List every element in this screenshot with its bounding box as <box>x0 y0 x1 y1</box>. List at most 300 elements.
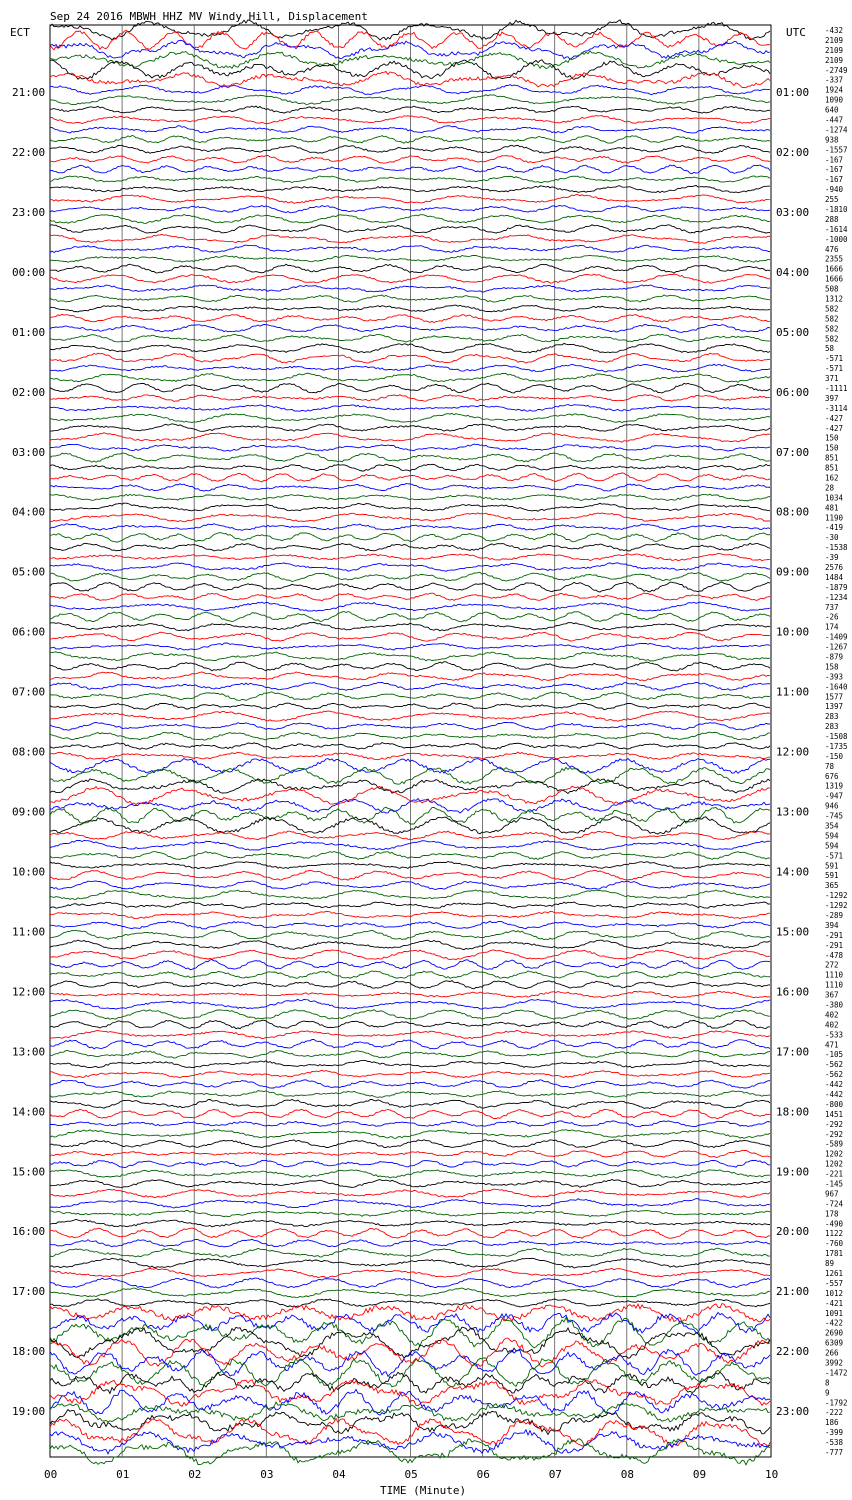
trace-line <box>50 1239 770 1247</box>
left-hour-label: 11:00 <box>12 925 46 939</box>
trace-offset-label: 1484 <box>825 572 844 582</box>
right-hour-label: 05:00 <box>776 325 810 339</box>
trace-line <box>50 960 770 970</box>
trace-offset-label: 582 <box>825 304 839 314</box>
right-hour-label: 22:00 <box>776 1345 810 1359</box>
trace-offset-label: 371 <box>825 374 839 384</box>
trace-offset-labels <box>825 26 848 1457</box>
trace-line <box>50 767 770 784</box>
trace-line <box>50 692 770 701</box>
trace-offset-label: -2749 <box>825 65 848 75</box>
trace-offset-label: -800 <box>825 1099 844 1109</box>
trace-offset-label: 938 <box>825 135 839 145</box>
trace-line <box>50 622 770 631</box>
trace-line <box>50 807 770 824</box>
trace-line <box>50 405 770 412</box>
left-hour-label: 01:00 <box>12 325 46 339</box>
trace-line <box>50 314 770 322</box>
trace-line <box>50 234 770 243</box>
trace-line <box>50 195 770 204</box>
trace-offset-label: -380 <box>825 1000 844 1010</box>
trace-line <box>50 643 770 650</box>
trace-line <box>50 1199 770 1208</box>
right-hour-label: 08:00 <box>776 505 810 519</box>
trace-offset-label: 178 <box>825 1209 839 1219</box>
trace-offset-label: 967 <box>825 1189 839 1199</box>
trace-line <box>50 1278 770 1288</box>
trace-line <box>50 1170 770 1178</box>
trace-offset-label: -393 <box>825 672 844 682</box>
trace-line <box>50 1220 770 1227</box>
x-tick-label: 10 <box>765 1468 779 1481</box>
trace-offset-label: -1614 <box>825 224 848 234</box>
x-tick-label: 01 <box>116 1468 130 1481</box>
trace-line <box>50 911 770 918</box>
trace-offset-label: -589 <box>825 1139 844 1149</box>
trace-line <box>50 759 770 774</box>
x-tick-label: 03 <box>260 1468 274 1481</box>
trace-offset-label: 3992 <box>825 1358 844 1368</box>
trace-offset-label: 255 <box>825 195 839 205</box>
trace-offset-label: -221 <box>825 1169 844 1179</box>
right-hour-label: 04:00 <box>776 265 810 279</box>
traces <box>50 20 770 1465</box>
trace-line <box>50 902 770 909</box>
trace-line <box>50 1372 770 1393</box>
trace-line <box>50 503 770 511</box>
right-hour-label: 02:00 <box>776 145 810 159</box>
trace-offset-label: 288 <box>825 214 839 224</box>
trace-offset-label: -557 <box>825 1278 844 1288</box>
trace-line <box>50 1140 770 1148</box>
trace-offset-label: -442 <box>825 1080 844 1090</box>
right-hour-label: 12:00 <box>776 745 810 759</box>
right-hour-label: 23:00 <box>776 1405 810 1419</box>
trace-line <box>50 722 770 730</box>
trace-offset-label: 1122 <box>825 1229 844 1239</box>
trace-line <box>50 890 770 899</box>
trace-offset-label: -947 <box>825 791 844 801</box>
x-tick-label: 06 <box>476 1468 490 1481</box>
right-hour-label: 14:00 <box>776 865 810 879</box>
trace-line <box>50 373 770 382</box>
right-hour-label: 03:00 <box>776 205 810 219</box>
trace-line <box>50 1130 770 1139</box>
trace-offset-label: 89 <box>825 1259 835 1269</box>
x-tick-label: 00 <box>44 1468 58 1481</box>
trace-offset-label: -571 <box>825 851 844 861</box>
left-hour-label: 04:00 <box>12 505 46 519</box>
trace-offset-label: -292 <box>825 1129 844 1139</box>
trace-offset-label: -427 <box>825 423 844 433</box>
trace-offset-label: 640 <box>825 105 839 115</box>
trace-offset-label: -538 <box>825 1438 844 1448</box>
trace-line <box>50 732 770 740</box>
trace-offset-label: 582 <box>825 324 839 334</box>
trace-line <box>50 1160 770 1167</box>
right-hour-label: 10:00 <box>776 625 810 639</box>
trace-offset-label: 1577 <box>825 692 844 702</box>
trace-offset-label: -105 <box>825 1050 844 1060</box>
x-tick-label: 04 <box>332 1468 346 1481</box>
x-tick-label: 08 <box>620 1468 635 1481</box>
left-hour-label: 23:00 <box>12 205 46 219</box>
trace-offset-label: -1735 <box>825 741 848 751</box>
left-hour-label: 16:00 <box>12 1225 46 1239</box>
trace-offset-label: 481 <box>825 503 839 513</box>
x-tick-label: 05 <box>404 1468 418 1481</box>
left-hour-label: 10:00 <box>12 865 46 879</box>
trace-line <box>50 950 770 960</box>
trace-offset-label: 676 <box>825 771 839 781</box>
trace-offset-label: -1234 <box>825 592 848 602</box>
trace-line <box>50 1268 770 1278</box>
right-hour-label: 21:00 <box>776 1285 810 1299</box>
trace-offset-label: 1397 <box>825 702 844 712</box>
trace-offset-label: -940 <box>825 185 844 195</box>
trace-offset-label: 594 <box>825 841 839 851</box>
trace-line <box>50 494 770 501</box>
right-hour-label: 11:00 <box>776 685 810 699</box>
trace-line <box>50 51 770 69</box>
trace-line <box>50 612 770 622</box>
trace-offset-label: -399 <box>825 1428 844 1438</box>
trace-offset-label: 28 <box>825 483 835 493</box>
trace-line <box>50 155 770 163</box>
trace-offset-label: -1292 <box>825 901 848 911</box>
trace-line <box>50 1313 770 1333</box>
trace-line <box>50 752 770 760</box>
trace-offset-label: 1190 <box>825 513 844 523</box>
trace-offset-label: 1319 <box>825 781 844 791</box>
trace-offset-label: -422 <box>825 1318 844 1328</box>
trace-line <box>50 991 770 998</box>
trace-line <box>50 524 770 531</box>
trace-line <box>50 1099 770 1108</box>
trace-offset-label: -291 <box>825 930 844 940</box>
trace-line <box>50 106 770 113</box>
trace-offset-label: 582 <box>825 334 839 344</box>
trace-offset-label: 272 <box>825 960 839 970</box>
trace-line <box>50 672 770 681</box>
trace-line <box>50 1080 770 1088</box>
trace-line <box>50 682 770 690</box>
trace-offset-label: 283 <box>825 712 839 722</box>
trace-offset-label: -724 <box>825 1199 844 1209</box>
trace-line <box>50 1228 770 1238</box>
x-tick-labels <box>44 1468 778 1481</box>
trace-offset-label: -289 <box>825 911 844 921</box>
trace-offset-label: 471 <box>825 1040 839 1050</box>
trace-line <box>50 662 770 671</box>
left-hour-label: 00:00 <box>12 265 46 279</box>
chart-title: Sep 24 2016 MBWH HHZ MV Windy Hill, Displacement <box>50 10 368 23</box>
trace-offset-label: 582 <box>825 314 839 324</box>
trace-offset-label: 266 <box>825 1348 839 1358</box>
trace-line <box>50 543 770 551</box>
trace-offset-label: -167 <box>825 165 844 175</box>
trace-line <box>50 1070 770 1078</box>
trace-offset-label: -562 <box>825 1060 844 1070</box>
right-hour-label: 17:00 <box>776 1045 810 1059</box>
trace-offset-label: -145 <box>825 1179 844 1189</box>
trace-line <box>50 1304 770 1322</box>
trace-line <box>50 215 770 224</box>
left-hour-label: 22:00 <box>12 145 46 159</box>
left-hour-label: 02:00 <box>12 385 46 399</box>
right-hour-label: 15:00 <box>776 925 810 939</box>
trace-offset-label: 1110 <box>825 970 844 980</box>
right-hour-label: 16:00 <box>776 985 810 999</box>
trace-line <box>50 831 770 840</box>
trace-line <box>50 245 770 253</box>
trace-offset-label: 1666 <box>825 264 844 274</box>
trace-offset-label: 2109 <box>825 55 844 65</box>
trace-offset-label: -167 <box>825 155 844 165</box>
trace-offset-label: 397 <box>825 393 839 403</box>
trace-offset-label: 946 <box>825 801 839 811</box>
trace-offset-label: -1409 <box>825 632 848 642</box>
trace-line <box>50 353 770 363</box>
trace-offset-label: 174 <box>825 622 839 632</box>
trace-line <box>50 395 770 402</box>
trace-offset-label: 162 <box>825 473 839 483</box>
trace-offset-label: -1879 <box>825 582 848 592</box>
trace-line <box>50 921 770 929</box>
left-hour-labels <box>12 86 45 1418</box>
trace-offset-label: 1090 <box>825 95 844 105</box>
gridlines <box>122 25 699 1457</box>
trace-offset-label: -30 <box>825 533 839 543</box>
trace-offset-label: 2109 <box>825 45 844 55</box>
trace-offset-label: -419 <box>825 523 844 533</box>
trace-line <box>50 305 770 312</box>
trace-offset-label: -1508 <box>825 732 848 742</box>
left-hour-label: 21:00 <box>12 86 46 99</box>
trace-offset-label: 1261 <box>825 1269 844 1279</box>
left-hour-label: 07:00 <box>12 685 46 699</box>
trace-line <box>50 1010 770 1020</box>
trace-offset-label: 367 <box>825 990 839 1000</box>
trace-line <box>50 563 770 572</box>
trace-line <box>50 364 770 372</box>
trace-offset-label: 2109 <box>825 35 844 45</box>
trace-offset-label: 594 <box>825 831 839 841</box>
trace-line <box>50 484 770 492</box>
trace-line <box>50 453 770 462</box>
trace-offset-label: -1792 <box>825 1398 848 1408</box>
trace-offset-label: 8 <box>825 1378 830 1388</box>
trace-offset-label: 365 <box>825 881 839 891</box>
trace-offset-label: 1781 <box>825 1249 844 1259</box>
trace-line <box>50 116 770 124</box>
trace-line <box>50 424 770 432</box>
trace-line <box>50 513 770 522</box>
trace-offset-label: 1924 <box>825 85 844 95</box>
trace-offset-label: -150 <box>825 751 844 761</box>
trace-line <box>50 334 770 342</box>
trace-offset-label: -1111 <box>825 383 848 393</box>
trace-line <box>50 136 770 144</box>
trace-offset-label: 150 <box>825 433 839 443</box>
left-hour-label: 18:00 <box>12 1345 46 1359</box>
trace-line <box>50 343 770 353</box>
trace-line <box>50 264 770 273</box>
left-hour-label: 19:00 <box>12 1405 46 1419</box>
left-hour-label: 17:00 <box>12 1285 46 1299</box>
trace-line <box>50 1210 770 1217</box>
trace-line <box>50 881 770 890</box>
trace-line <box>50 940 770 950</box>
left-hour-label: 09:00 <box>12 805 46 819</box>
trace-offset-label: 591 <box>825 871 839 881</box>
trace-offset-label: 851 <box>825 453 839 463</box>
right-hour-label: 01:00 <box>776 86 810 99</box>
trace-offset-label: 1451 <box>825 1109 844 1119</box>
trace-line <box>50 1299 770 1307</box>
right-hour-label: 13:00 <box>776 805 810 819</box>
left-hour-label: 08:00 <box>12 745 46 759</box>
trace-offset-label: -571 <box>825 354 844 364</box>
left-hour-label: 06:00 <box>12 625 46 639</box>
left-hour-label: 13:00 <box>12 1045 46 1059</box>
trace-offset-label: 1202 <box>825 1149 844 1159</box>
trace-line <box>50 20 770 40</box>
trace-line <box>50 1179 770 1187</box>
trace-line <box>50 703 770 710</box>
trace-line <box>50 30 770 50</box>
trace-line <box>50 711 770 721</box>
trace-line <box>50 743 770 750</box>
trace-offset-label: -39 <box>825 553 839 563</box>
trace-offset-label: -222 <box>825 1408 844 1418</box>
trace-line <box>50 1109 770 1119</box>
trace-line <box>50 185 770 192</box>
trace-line <box>50 533 770 542</box>
trace-line <box>50 930 770 940</box>
trace-offset-label: -337 <box>825 75 844 85</box>
trace-offset-label: 6309 <box>825 1338 844 1348</box>
trace-offset-label: 2690 <box>825 1328 844 1338</box>
trace-line <box>50 145 770 153</box>
trace-offset-label: 1312 <box>825 294 844 304</box>
left-hour-label: 15:00 <box>12 1165 46 1179</box>
trace-line <box>50 413 770 422</box>
trace-line <box>50 870 770 880</box>
trace-offset-label: -1000 <box>825 234 848 244</box>
trace-line <box>50 840 770 850</box>
trace-offset-label: -447 <box>825 115 844 125</box>
trace-line <box>50 205 770 212</box>
trace-line <box>50 1121 770 1127</box>
trace-line <box>50 1248 770 1257</box>
trace-offset-label: 1110 <box>825 980 844 990</box>
trace-offset-label: -562 <box>825 1070 844 1080</box>
trace-line <box>50 572 770 581</box>
left-axis-label: ECT <box>10 26 30 39</box>
trace-line <box>50 1091 770 1098</box>
trace-offset-label: 9 <box>825 1388 830 1398</box>
trace-line <box>50 1040 770 1049</box>
trace-offset-label: 591 <box>825 861 839 871</box>
trace-offset-label: 158 <box>825 662 839 672</box>
trace-offset-label: 1034 <box>825 493 844 503</box>
trace-offset-label: -1640 <box>825 682 848 692</box>
right-hour-label: 09:00 <box>776 565 810 579</box>
trace-line <box>50 285 770 292</box>
x-tick-label: 02 <box>188 1468 202 1481</box>
trace-line <box>50 1150 770 1157</box>
trace-line <box>50 652 770 661</box>
trace-line <box>50 817 770 834</box>
trace-offset-label: -478 <box>825 950 844 960</box>
trace-line <box>50 1189 770 1198</box>
trace-offset-label: -571 <box>825 364 844 374</box>
trace-line <box>50 255 770 262</box>
trace-offset-label: -1292 <box>825 891 848 901</box>
left-hour-label: 12:00 <box>12 985 46 999</box>
trace-offset-label: 354 <box>825 821 839 831</box>
trace-offset-label: -421 <box>825 1298 844 1308</box>
trace-offset-label: -432 <box>825 26 844 35</box>
trace-line <box>50 1358 770 1387</box>
left-hour-label: 03:00 <box>12 445 46 459</box>
trace-line <box>50 1349 770 1376</box>
trace-offset-label: 283 <box>825 722 839 732</box>
trace-line <box>50 444 770 451</box>
trace-offset-label: 394 <box>825 920 839 930</box>
trace-offset-label: -745 <box>825 811 844 821</box>
trace-offset-label: 737 <box>825 602 839 612</box>
trace-line <box>50 632 770 641</box>
trace-offset-label: 1091 <box>825 1308 844 1318</box>
trace-line <box>50 852 770 860</box>
trace-line <box>50 1402 770 1422</box>
trace-offset-label: -777 <box>825 1448 844 1457</box>
trace-offset-label: -3114 <box>825 403 848 413</box>
trace-offset-label: 150 <box>825 443 839 453</box>
left-hour-label: 14:00 <box>12 1105 46 1119</box>
trace-offset-label: 1666 <box>825 274 844 284</box>
trace-line <box>50 383 770 393</box>
trace-line <box>50 1031 770 1039</box>
trace-offset-label: 402 <box>825 1020 839 1030</box>
right-hour-labels <box>776 86 809 1418</box>
trace-line <box>50 464 770 471</box>
trace-line <box>50 324 770 332</box>
trace-offset-label: -490 <box>825 1219 844 1229</box>
trace-offset-label: 58 <box>825 344 835 354</box>
trace-offset-label: -1557 <box>825 145 848 155</box>
trace-offset-label: -760 <box>825 1239 844 1249</box>
trace-line <box>50 85 770 95</box>
right-hour-label: 19:00 <box>776 1165 810 1179</box>
trace-offset-label: -291 <box>825 940 844 950</box>
trace-offset-label: 78 <box>825 761 835 771</box>
trace-line <box>50 72 770 88</box>
trace-offset-label: -533 <box>825 1030 844 1040</box>
trace-offset-label: -427 <box>825 413 844 423</box>
right-hour-label: 18:00 <box>776 1105 810 1119</box>
trace-line <box>50 1258 770 1268</box>
trace-line <box>50 971 770 978</box>
trace-offset-label: 186 <box>825 1418 839 1428</box>
trace-offset-label: 851 <box>825 463 839 473</box>
trace-line <box>50 1060 770 1068</box>
x-axis-label: TIME (Minute) <box>380 1484 467 1497</box>
trace-line <box>50 582 770 592</box>
trace-offset-label: -167 <box>825 175 844 185</box>
